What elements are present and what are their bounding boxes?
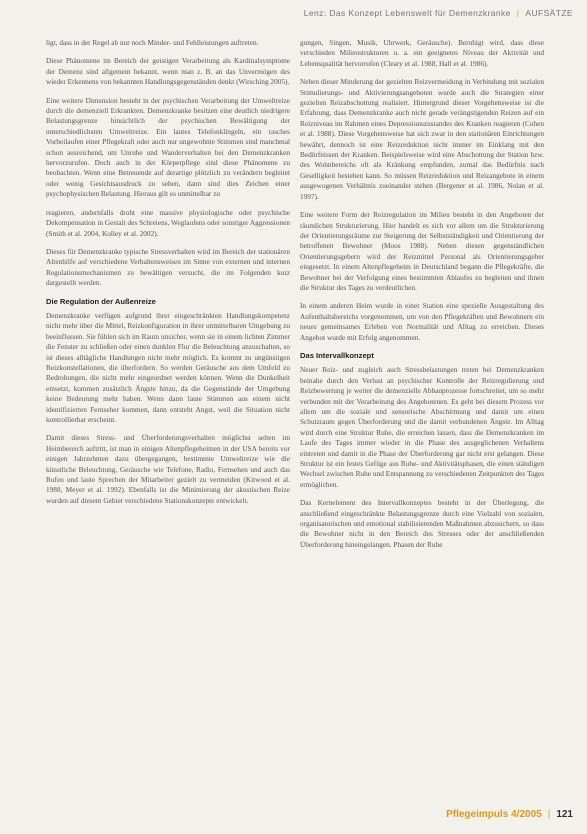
paragraph: Dieses für Demenzkranke typische Stressverhalten wird im Bereich der stationären Altenhilfe auf verschiedene Verhaltensweisen im Sinne von externen und internen Regulationsmechanismen zu bewältigen versucht, die im Folgenden kurz dargestellt werden. <box>46 246 290 288</box>
paragraph: Diese Phänomene im Bereich der geistigen Verarbeitung als Kardinalsymptome der Demenz sind allgemein bekannt, wenn man z. B. an das Unvermögen des wieder Erkennens von bekannten Handlungsgegenständen denkt (Wirsching 2005). <box>46 56 290 87</box>
paragraph: Das Kernelement des Intervallkonzeptes besteht in der Überlegung, die anschließend eingeschränkte Belastungsgrenze durch eine Vielzahl von sozialen, organisatorischen und emotional stabilisierenden Maßnahmen abzusichern, so dass die Bewohner nicht in den Bereich des Stresses oder der anschließenden Überforderung hineingelangen. Phasen der Ruhe <box>300 498 544 549</box>
paragraph: Eine weitere Form der Reizregulation im Milieu besteht in den Angeboten der räumlichen Strukturierung. Hier handelt es sich vor allem um die Strukturierung der Orientierungsräume zur Steigerung der Selbstständigkeit und Orientierung der betroffenen Bewohner (Moos 1988). Neben diesen gegenständlichen Orientierungsgebern wird der Reizmittel Personal als Orientierungsgeber eingesetzt. In einem Altenpflegeheim in Deutschland begann die Pflegekräfte, die Bewohner bei der Verfolgung eines bestimmten Ablaufes zu begleiten und ihnen die Struktur des Tages zu verdeutlichen. <box>300 210 544 292</box>
journal-name: Pflegeimpuls 4/2005 <box>446 809 542 820</box>
page-number: 121 <box>556 809 573 820</box>
paragraph: Eine weitere Dimension besteht in der psychischen Verarbeitung der Umweltreize durch die demenziell Erkrankten. Demenzkranke besitzen eine deutlich niedrigere Belastungsgrenze hinsichtlich der psychischen Bewältigung der unterschiedlichsten Umweltreize. Ein lautes Telefonklingeln, ein rasches Vorbeilaufen einer Pflegekraft oder auch nur ungewohnte Stimmen sind manchmal schon ausreichend, um Unruhe und Wanderverhalten bei den Demenzkranken hervorzurufen. Doch auch in der Körperpflege sind diese Phänomene zu beobachten. Wenn eine Betreuende auf derartige plötzlich zu verändern begleitet oder wenig Gesichtsausdruck zu sehen, dann sind dies Zeichen einer psychophysischen Belastung. Hieraus gilt es unmittelbar zu <box>46 95 290 199</box>
paragraph: reagieren, andernfalls droht eine massive physiologische oder psychische Dekompensation in Gestalt des Schreiens, Weglaufens oder sonstiger Aggressionen (Smith et al. 2004, Kolley et al. 2002). <box>46 207 290 238</box>
section-heading: Das Intervallkonzept <box>300 350 374 360</box>
running-head-section: AUFSÄTZE <box>525 8 573 18</box>
paragraph: Demenzkranke verfügen aufgrund ihrer eingeschränkten Handlungskompetenz nicht mehr über die Mittel, Reizkonfiguration in ihrer unmittelbaren Umgebung zu beeinflussen. Sie fühlen sich im Raum unsicher, wenn sie in einem lichten Zimmer die Fenster zu schließen oder einen dunklen Flur die Beleuchtung anzuschalten, so ist dieses alltägliche Handlungen nicht mehr möglich. Es kommt zu ungünstigen Reizkonstellationen, die überfordern. So werden Geräusche aus dem Umfeld zu Bedrohungen, die nicht mehr eingeordnet werden können. Wenn die Dunkelheit einsetzt, kommen zusätzlich Ängste hinzu, da die Gegenstände der Umgebung keine Bedeutung mehr haben. Wenn dann laute Stimmen aus einem nicht identifizierten Fernseher kommen, dann entsteht Angst, weil die Situation nicht kontrollierbar erscheint. <box>46 310 290 424</box>
footer-separator: | <box>547 809 551 820</box>
left-column <box>46 38 290 798</box>
paragraph: ligt, dass in der Regel ab nur noch Minder- und Fehlleistungen auftreten. <box>46 38 259 47</box>
paragraph: Neben dieser Minderung der gezielten Reizvermeidung in Verbindung mit sozialen Stimulierungs- und Aktivierungsangeboten wurde auch die Strategien einer gezielten Reizabschottung realisiert. Hintergrund dieser Vorgehensweise ist die Erfahrung, dass Demenzkranke auch nicht gerade verängstigenden Reizen auf ein Reizniveau im Rahmen eines Depressionszustandes des Kranken reagieren (Cohen et al. 1988). Diese Vorgehensweise hat sich zwar in den stationären Einrichtungen bewährt, dennoch ist eine Reizreduktion nicht immer im Einklang mit den Bedürfnissen der Kranken. Beispielsweise wird eine Abschottung der Station bzw. des Wohnbereichs oft als Kränkung empfunden, zumal das Bedürfnis nach Geselligkeit bestehen kann. So müssen Reizreduktion und Reizangebote in einem ausgewogenen Verhältnis zueinander stehen (Bergener et al. 1986, Nolan et al. 1997). <box>300 77 544 201</box>
running-head-title: Lenz: Das Konzept Lebenswelt für Demenzkranke <box>303 8 511 18</box>
paragraph: gungen, Singen, Musik, Uhrwerk, Geräusche). Beruhigt wird, dass diese verschieden Milieustrukturen u. a. ein geeignetes Niveau der Aktivität und Lebensqualität hervorrufen (Cleary et al. 1988, Hall et al. 1986). <box>300 38 544 68</box>
running-head <box>304 8 573 18</box>
paragraph: In einem anderen Heim wurde in einer Station eine spezielle Ausgestaltung des Aufenthaltsbereichs vorgenommen, um von den Pflegekräften und Bewohnern ein neues gemeinsames Erleben von Normalität und Alltag zu erreichen. Dieses Angebot wurde mit Erfolg angenommen. <box>300 301 544 342</box>
paragraph: Damit dieses Stress- und Überforderungsverhalten möglichst selten im Heimbereich auftritt, ist man in einigen Altenpflegeheimen in der USA bereits vor einigen Jahrzehnten dazu übergegangen, bestimmte Umweltreize wie die künstliche Beleuchtung, Geräusche wie Telefone, Radio, Fernsehen und auch das Rufen und laute Sprechen der Mitarbeiter gezielt zu vermeiden (Kitwood et al. 1988, Meyer et al. 1992). Ebenfalls ist die Minimierung der akustischen Reize wurden auf diesem Gebiet verschiedene Stationskonzepte entwickelt. <box>46 433 290 505</box>
right-column <box>300 38 544 798</box>
page-footer <box>446 809 573 820</box>
section-heading: Die Regulation der Außenreize <box>46 296 156 306</box>
paragraph: Neuer Reiz- und zugleich auch Stressbelastungen treten bei Demenzkranken beinahe durch den Verlust an psychischer Kontrolle der Reizregulierung und Reizbewertung je weiter die demenzielle Abbauprozesse fortschreitet, um so mehr verbunden mit der Verarbeitung des Angebotenen. Es geht bei diesem Prozess vor allem um die soziale und sensorische Abschirmung und damit um einen Schutzraum gegen Überforderung und die damit verbundenen Ängste. Im Alltag wird durch eine Struktur Ruhe, die erreichen lassen, dass die Demenzkranken im Laufe des Tages immer wieder in die Phase des ausgeglichenen Verhaltens eintreten und damit in die Phase der Überforderung gar nicht erst gelangen. Diese Struktur ist ein festes Gefüge aus Ruhe- und Aktivitätsphasen, die einen ständigen Wechsel zwischen Ruhe und Entspannung zu verschiedenen Zeitpunkten des Tages ermöglichen. <box>300 365 544 489</box>
running-head-separator: | <box>516 8 520 18</box>
